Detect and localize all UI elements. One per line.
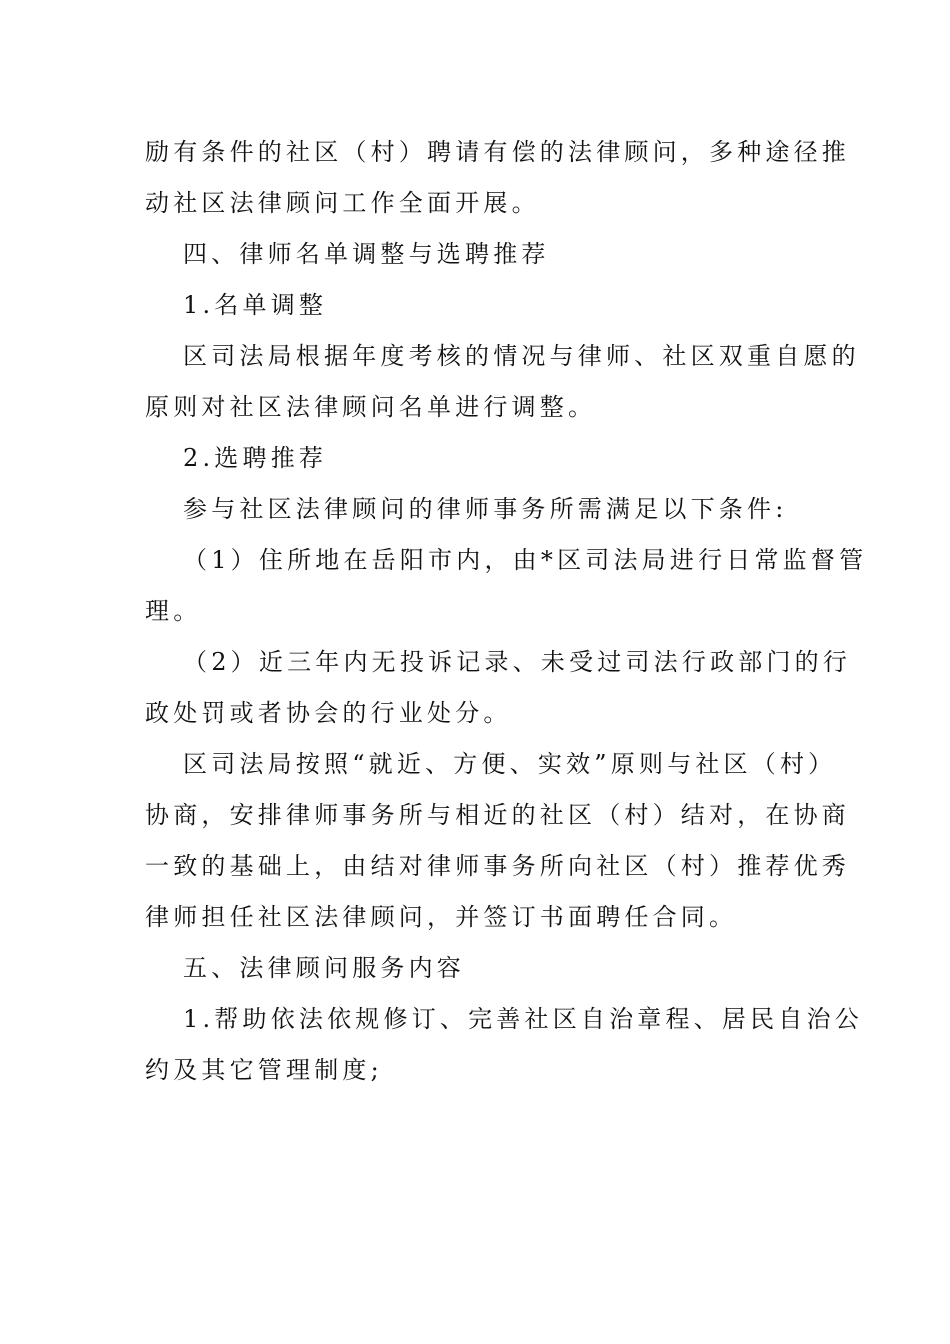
subsection-heading: 1.名单调整 [183, 291, 328, 319]
paragraph-line: 协商，安排律师事务所与相近的社区（村）结对，在协商 [145, 801, 850, 829]
list-item-line: （1）住所地在岳阳市内，由*区司法局进行日常监督管 [183, 546, 868, 574]
list-item-line: 理。 [145, 597, 202, 625]
subsection-heading: 2.选聘推荐 [183, 444, 328, 472]
section-heading: 四、律师名单调整与选聘推荐 [183, 240, 550, 268]
paragraph-line: 励有条件的社区（村）聘请有偿的法律顾问，多种途径推 [145, 138, 850, 166]
paragraph-line: 参与社区法律顾问的律师事务所需满足以下条件: [183, 495, 788, 523]
paragraph-line: 区司法局按照“就近、方便、实效”原则与社区（村） [183, 750, 837, 778]
paragraph-line: 律师担任社区法律顾问，并签订书面聘任合同。 [145, 903, 738, 931]
section-heading: 五、法律顾问服务内容 [183, 954, 465, 982]
paragraph-line: 动社区法律顾问工作全面开展。 [145, 189, 540, 217]
list-item-line: 1.帮助依法依规修订、完善社区自治章程、居民自治公 [183, 1005, 863, 1033]
list-item-line: 政处罚或者协会的行业处分。 [145, 699, 512, 727]
paragraph-line: 一致的基础上，由结对律师事务所向社区（村）推荐优秀 [145, 852, 850, 880]
list-item-line: 约及其它管理制度; [145, 1056, 383, 1084]
paragraph-line: 区司法局根据年度考核的情况与律师、社区双重自愿的 [183, 342, 860, 370]
paragraph-line: 原则对社区法律顾问名单进行调整。 [145, 393, 597, 421]
list-item-line: （2）近三年内无投诉记录、未受过司法行政部门的行 [183, 648, 852, 676]
